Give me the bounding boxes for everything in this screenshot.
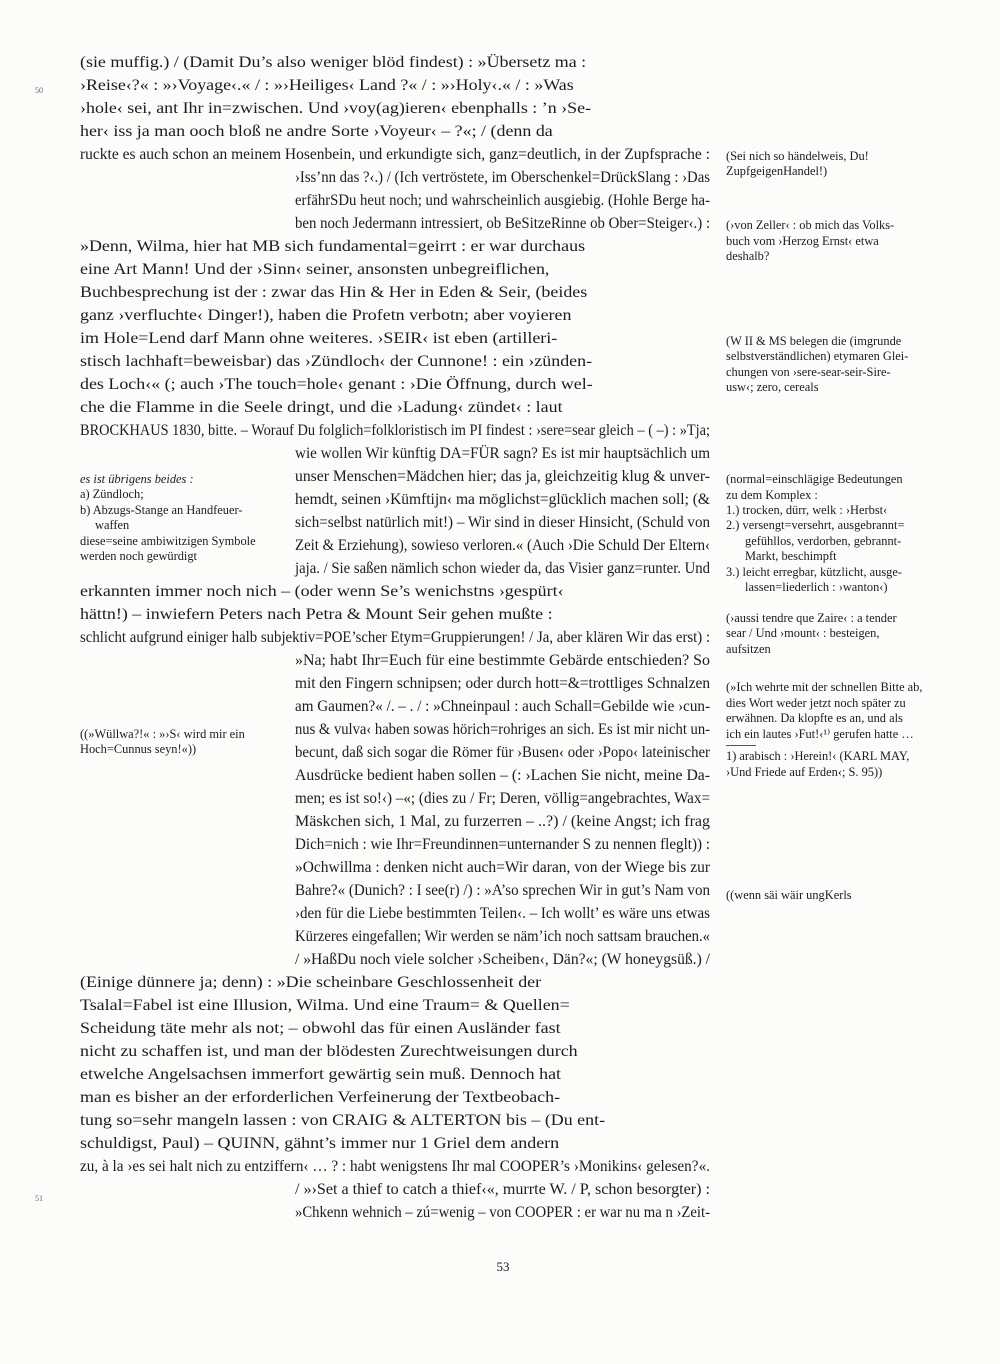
text-line: schuldigst, Paul) – QUINN, gähnt’s immer nur 1 Griel dem andern xyxy=(80,1135,560,1152)
right-note-line: (›von Zeller‹ : ob mich das Volks- xyxy=(726,218,895,232)
text-line: schlicht aufgrund einiger halb subjektiv=POE’scher Etym=Gruppierungen! / Ja, aber klären Wir das erst) : xyxy=(80,629,710,646)
right-note-line: (›aussi tendre que Zaire‹ : a tender xyxy=(726,611,897,625)
right-note-line: (Sei nich so händelweis, Du! xyxy=(726,149,869,163)
line-number: 51 xyxy=(35,1194,43,1203)
right-note-line: zu dem Komplex : xyxy=(726,488,818,502)
page-number: 53 xyxy=(496,1259,510,1274)
text-line: Buchbesprechung ist der : zwar das Hin & Her in Eden & Seir, (beides xyxy=(80,284,588,301)
right-note-line: lassen=liederlich : ›wanton‹) xyxy=(745,580,888,594)
text-line: unser Menschen=Mädchen hier; das ja, gleichzeitig klug & unver- xyxy=(295,468,710,485)
text-line: / »›Set a thief to catch a thief‹«, murrte W. / P, schon besorgter) : xyxy=(295,1181,710,1198)
text-line: nus & vulva‹ haben sowas hörich=rohriges an sich. Es ist mir nicht un- xyxy=(295,721,710,738)
text-line: erkannten immer noch nich – (oder wenn Se’s wenichstns ›gespürt‹ xyxy=(80,583,564,600)
text-line: ›hole‹ sei, ant Ihr in=zwischen. Und ›voy(ag)ieren‹ ebenphalls : ’n ›Se- xyxy=(80,100,592,117)
text-line: nicht zu schaffen ist, und man der blödesten Zurechtweisungen durch xyxy=(80,1043,578,1060)
text-line: des Loch‹« (; auch ›The touch=hole‹ genant : ›Die Öffnung, durch wel- xyxy=(80,376,593,393)
text-line: ruckte es auch schon an meinem Hosenbein, und erkundigte sich, ganz=deutlich, in der Zupfsprache : xyxy=(80,146,710,163)
left-note-line: es ist übrigens beides : xyxy=(80,472,194,486)
text-line: hemdt, seinen ›Kümftijn‹ ma möglichst=glücklich machen soll; (& xyxy=(295,491,710,508)
right-note-line: (normal=einschlägige Bedeutungen xyxy=(726,472,903,486)
text-line: wie wollen Wir künftig DA=FÜR sagn? Es ist mir hauptsächlich um xyxy=(295,445,710,462)
text-line: (Einige dünnere ja; denn) : »Die scheinbare Geschlossenheit der xyxy=(80,974,542,991)
text-line: mit den Fingern schnipsen; oder durch hott=&=trottliges Schnalzen xyxy=(295,675,710,692)
text-line: BROCKHAUS 1830, bitte. – Worauf Du folglich=folkloristisch im PI findest : ›sere=sear gleich – ( –) : »Tja; xyxy=(80,422,710,439)
left-note-line: werden noch gewürdigt xyxy=(80,549,197,563)
text-line: Dich=nich : wie Ihr=Freundinnen=unternander S zu nennen fleglt)) : xyxy=(295,836,710,853)
right-note-line: 2.) versengt=versehrt, ausgebrannt= xyxy=(726,518,905,532)
right-note-line: sear / Und ›mount‹ : besteigen, xyxy=(726,626,880,640)
text-line: / »HaßDu noch viele solcher ›Scheiben‹, Dän?«; (W honeygsüß.) / xyxy=(295,951,710,968)
text-line: Zeit & Erziehung), sowieso verloren.« (Auch ›Die Schuld Der Eltern‹ xyxy=(295,537,710,554)
text-line: ›Iss’nn das ?‹.) / (Ich vertröstete, im Oberschenkel=DrückSlang : ›Das xyxy=(295,169,710,186)
left-note-line: ((»Wüllwa?!« : »›S‹ wird mir ein xyxy=(80,727,245,741)
right-note-line: ich ein lautes ›Fut!‹¹⁾ gerufen hatte … xyxy=(726,727,914,741)
right-note-line: deshalb? xyxy=(726,249,770,263)
right-note-line: 1.) trocken, dürr, welk : ›Herbst‹ xyxy=(726,503,888,517)
right-note-line: gefühllos, verdorben, gebrannt- xyxy=(745,534,902,548)
text-line: becunt, daß sich sogar die Römer für ›Busen‹ oder ›Popo‹ lateinischer xyxy=(295,744,710,761)
text-line: ben noch Jedermann intressiert, ob BeSitzeRinne ob Ober=Steiger‹.) : xyxy=(295,215,710,232)
text-line: Tsalal=Fabel ist eine Illusion, Wilma. Und eine Traum= & Quellen= xyxy=(80,997,570,1014)
text-line: hättn!) – inwiefern Peters nach Petra & Mount Seir gehen mußte : xyxy=(80,606,553,623)
text-line: zu, à la ›es sei halt nich zu entziffern‹ … ? : habt wenigstens Ihr mal COOPER’s ›Monikins‹ gelesen?«. xyxy=(80,1158,710,1175)
right-note-line: chungen von ›sere-sear-seir-Sire- xyxy=(726,365,891,379)
text-line: »Na; habt Ihr=Euch für eine bestimmte Gebärde entschieden? So xyxy=(295,652,710,669)
footnote-rule xyxy=(726,745,756,746)
right-note-line: ZupfgeigenHandel!) xyxy=(726,164,828,178)
right-note-line: selbstverständlichen) etymaren Glei- xyxy=(726,349,909,363)
right-note-line: Markt, beschimpft xyxy=(745,549,837,563)
right-note-line: ((wenn säi wäir ungKerls xyxy=(726,888,852,902)
right-note-line: erwähnen. Da klopfte es an, und als xyxy=(726,711,903,725)
text-line: Ausdrücke bedient haben sollen – (: ›Lachen Sie nicht, meine Da- xyxy=(295,767,710,784)
text-line: sich=selbst natürlich mit!) – Wir sind in dieser Hinsicht, (Schuld von xyxy=(295,514,710,531)
text-line: ganz ›verfluchte‹ Dinger!), haben die Profetn verbotn; aber voyieren xyxy=(80,307,572,324)
text-line: etwelche Angelsachsen immerfort gewärtig sein muß. Dennoch hat xyxy=(80,1066,562,1083)
left-note-line: Hoch=Cunnus seyn!«)) xyxy=(80,742,197,756)
text-line: Mäskchen sich, 1 Mal, zu furzerren – ..?) / (keine Angst; ich frag xyxy=(295,813,710,830)
text-line: (sie muffig.) / (Damit Du’s also weniger blöd findest) : »Übersetz ma : xyxy=(80,54,587,71)
right-note-line: 1) arabisch : ›Herein!‹ (KARL MAY, xyxy=(726,749,910,763)
right-note-line: ›Und Friede auf Erden‹; S. 95)) xyxy=(726,765,883,779)
text-line: »Denn, Wilma, hier hat MB sich fundamental=geirrt : er war durchaus xyxy=(80,238,586,255)
text-line: tung so=sehr mangeln lassen : von CRAIG & ALTERTON bis – (Du ent- xyxy=(80,1112,606,1129)
right-note-line: usw‹; zero, cereals xyxy=(726,380,819,394)
right-note-line: 3.) leicht erregbar, kützlicht, ausge- xyxy=(726,565,902,579)
right-note-line: dies Wort weder jetzt noch später zu xyxy=(726,696,906,710)
text-line: Kürzeres eingefallen; Wir werden se näm’ich noch sattsam brauchen.« xyxy=(295,928,710,945)
text-line: ›den für die Liebe bestimmten Teilen‹. – Ich wollt’ es wäre uns etwas xyxy=(295,905,710,922)
left-note-line: a) Zündloch; xyxy=(80,487,144,501)
text-line: eine Art Mann! Und der ›Sinn‹ seiner, ansonsten unbegreiflichen, xyxy=(80,261,550,278)
right-note-line: (W II & MS belegen die (imgrunde xyxy=(726,334,902,348)
right-note-line: buch vom ›Herzog Ernst‹ etwa xyxy=(726,234,879,248)
text-line: ›Reise‹?« : »›Voyage‹.« / : »›Heiliges‹ Land ?« / : »›Holy‹.« / : »Was xyxy=(80,77,574,94)
text-line: stisch lachhaft=beweisbar) das ›Zündloch‹ der Cunnone! : ein ›zünden- xyxy=(80,353,593,370)
right-note-line: aufsitzen xyxy=(726,642,771,656)
text-line: her‹ iss ja man ooch bloß ne andre Sorte ›Voyeur‹ – ?«; / (denn da xyxy=(80,123,553,140)
text-line: man es bisher an der erforderlichen Verfeinerung der Textbeobach- xyxy=(80,1089,561,1106)
text-line: »Ochwillma : denken nicht auch=Wir daran, von der Wiege bis zur xyxy=(295,859,710,876)
line-number: 50 xyxy=(35,86,43,95)
text-line: men; es ist so!‹) –«; (dies zu / Fr; Deren, völlig=angebrachtes, Wax= xyxy=(295,790,710,807)
right-note-line: (»Ich wehrte mit der schnellen Bitte ab, xyxy=(726,680,923,694)
text-line: erfährSDu heut noch; und wahrscheinlich ausgiebig. (Hohle Berge ha- xyxy=(295,192,710,209)
text-line: am Gaumen?« /. – . / : »Chneinpaul : auch Schall=Gebilde wie ›cun- xyxy=(295,698,710,715)
text-line: che die Flamme in die Seele dringt, und die ›Ladung‹ zündet‹ : laut xyxy=(80,399,563,416)
text-line: »Chkenn wehnich – zú=wenig – von COOPER : er war nu ma n ›Zeit- xyxy=(295,1204,710,1221)
text-line: Bahre?« (Dunich? : I see(r) /) : »A’so sprechen Wir in gut’s Nam von xyxy=(295,882,710,899)
left-note-line: diese=seine ambiwitzigen Symbole xyxy=(80,534,256,548)
text-line: jaja. / Sie saßen nämlich schon wieder da, das Visier ganz=runter. Und xyxy=(295,560,710,577)
left-note-line: waffen xyxy=(95,518,130,532)
text-line: Scheidung täte mehr als not; – obwohl das für einen Ausländer fast xyxy=(80,1020,561,1037)
text-line: im Hole=Lend darf Mann ohne weiteres. ›SEIR‹ ist eben (artilleri- xyxy=(80,330,558,347)
left-note-line: b) Abzugs-Stange an Handfeuer- xyxy=(80,503,243,517)
